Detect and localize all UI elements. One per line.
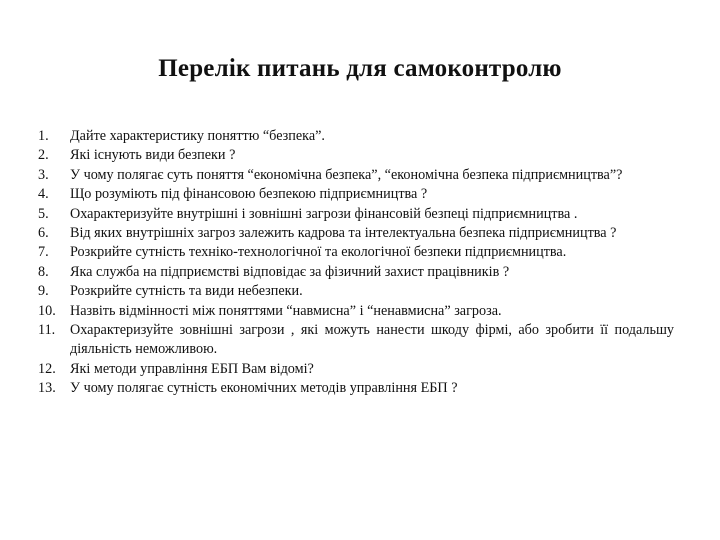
question-number: 2. <box>38 147 49 164</box>
question-number: 12. <box>38 360 56 377</box>
question-item <box>38 127 674 146</box>
slide-title: Перелік питань для самоконтролю <box>158 55 562 82</box>
question-item <box>38 185 674 204</box>
question-item <box>38 360 674 379</box>
question-text: Охарактеризуйте зовнішні загрози , які можуть нанести шкоду фірмі, або зробити її подальшу діяльність неможливою. <box>70 322 674 358</box>
question-item <box>38 379 674 398</box>
question-text: Розкрийте сутність та види небезпеки. <box>70 283 303 300</box>
question-item <box>38 282 674 301</box>
question-item <box>38 321 674 360</box>
question-item <box>38 243 674 262</box>
question-text: Які існують види безпеки ? <box>70 147 236 164</box>
question-number: 1. <box>38 128 49 144</box>
question-number: 5. <box>38 205 49 222</box>
question-text: У чому полягає суть поняття “економічна безпека”, “економічна безпека підприємництва”? <box>70 166 623 183</box>
question-number: 4. <box>38 186 49 203</box>
question-text: Дайте характеристику поняттю “безпека”. <box>70 128 325 144</box>
question-number: 3. <box>38 166 49 183</box>
question-text: Назвіть відмінності між поняттями “навмисна” і “ненавмисна” загроза. <box>70 302 502 319</box>
question-number: 6. <box>38 225 49 242</box>
question-item <box>38 166 674 185</box>
question-item <box>38 263 674 282</box>
question-item <box>38 224 674 243</box>
question-number: 13. <box>38 380 56 397</box>
question-text: Охарактеризуйте внутрішні і зовнішні загрози фінансовій безпеці підприємництва . <box>70 205 578 222</box>
question-item <box>38 302 674 321</box>
question-text: Яка служба на підприємстві відповідає за фізичний захист працівників ? <box>70 263 510 280</box>
question-text: Від яких внутрішніх загроз залежить кадрова та інтелектуальна безпека підприємництва ? <box>70 225 617 242</box>
question-item <box>38 146 674 165</box>
question-number: 10. <box>38 302 56 319</box>
question-text: Розкрийте сутність техніко-технологічної та екологічної безпеки підприємництва. <box>70 244 567 261</box>
question-number: 8. <box>38 263 49 280</box>
question-list <box>38 127 674 399</box>
question-number: 9. <box>38 283 49 300</box>
question-number: 7. <box>38 244 49 261</box>
question-text: Які методи управління ЕБП Вам відомі? <box>70 360 314 377</box>
question-text: Що розуміють під фінансовою безпекою підприємництва ? <box>70 186 428 203</box>
question-item <box>38 205 674 224</box>
question-number: 11. <box>38 322 56 339</box>
question-text: У чому полягає сутність економічних методів управління ЕБП ? <box>70 380 458 397</box>
